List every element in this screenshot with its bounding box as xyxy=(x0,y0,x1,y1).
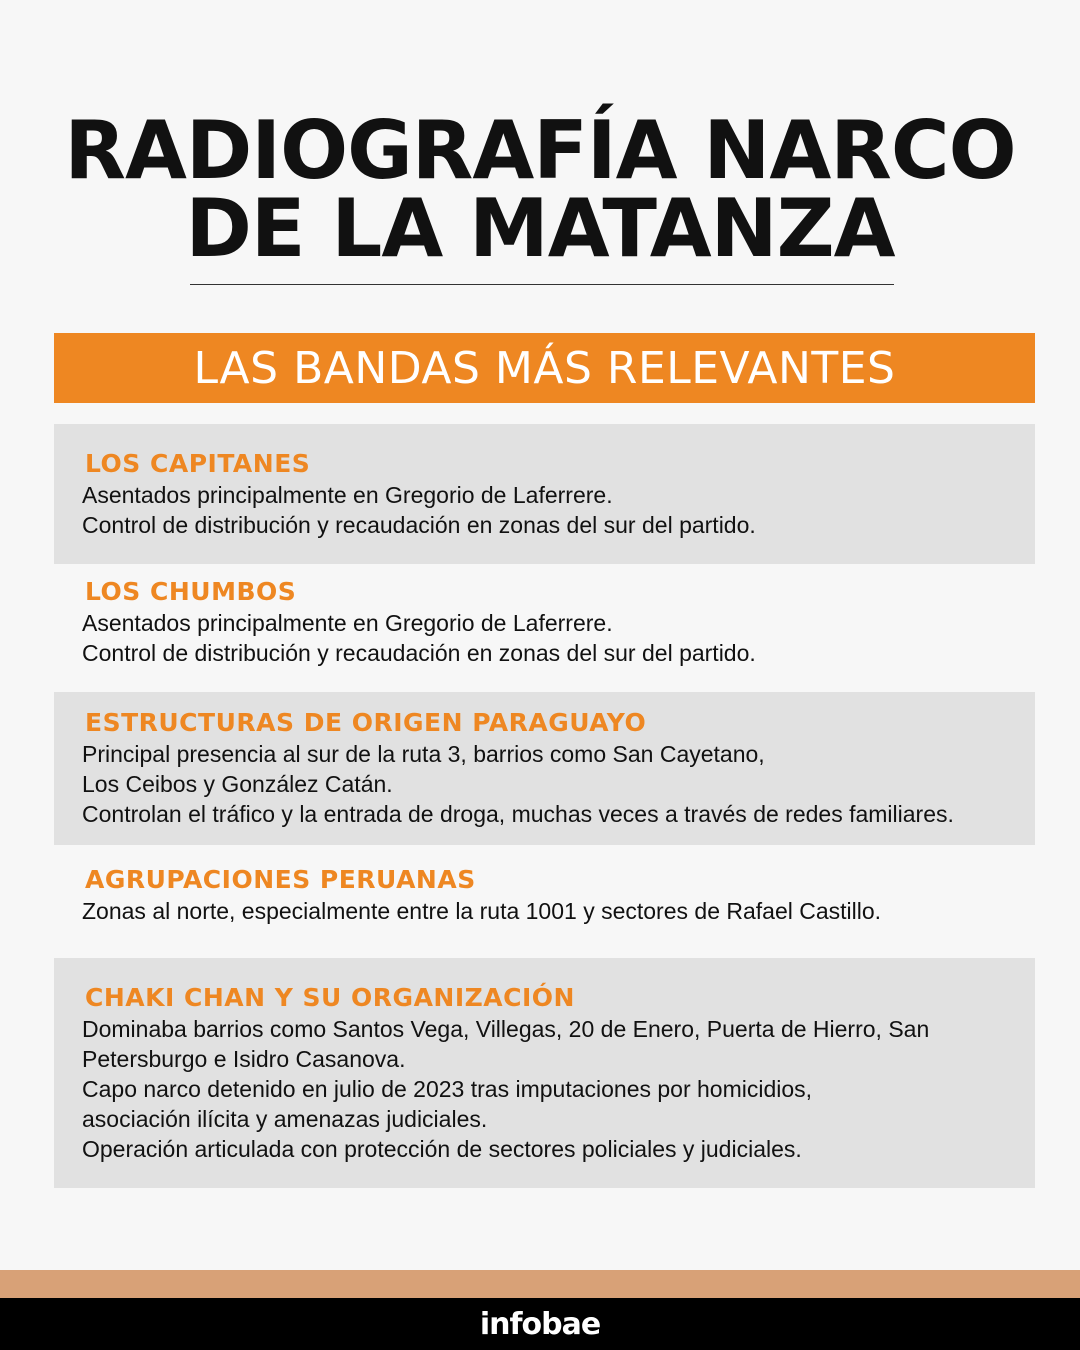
title-divider xyxy=(190,284,894,285)
band-text-line: Petersburgo e Isidro Casanova. xyxy=(82,1046,406,1072)
band-card-los-capitanes xyxy=(54,424,1035,564)
band-text-line: Asentados principalmente en Gregorio de Laferrere. xyxy=(82,482,613,508)
band-text-line: Los Ceibos y González Catán. xyxy=(82,771,393,797)
title-line-2: DE LA MATANZA xyxy=(185,182,895,275)
band-title: ESTRUCTURAS DE ORIGEN PARAGUAYO xyxy=(85,708,647,737)
band-text-line: Zonas al norte, especialmente entre la ruta 1001 y sectores de Rafael Castillo. xyxy=(82,898,882,924)
band-card-agrupaciones-peruanas xyxy=(54,845,1035,958)
band-text-line: asociación ilícita y amenazas judiciales. xyxy=(82,1106,488,1132)
band-text-line: Control de distribución y recaudación en zonas del sur del partido. xyxy=(82,512,756,538)
band-card-los-chumbos xyxy=(54,564,1035,692)
page-title xyxy=(0,104,1080,275)
band-title: LOS CHUMBOS xyxy=(85,577,297,606)
band-title: AGRUPACIONES PERUANAS xyxy=(85,865,476,894)
footer-stripe xyxy=(0,1270,1080,1298)
band-card-estructuras-paraguayas xyxy=(54,692,1035,845)
band-text-line: Asentados principalmente en Gregorio de Laferrere. xyxy=(82,610,613,636)
band-title: LOS CAPITANES xyxy=(85,449,311,478)
section-banner xyxy=(54,333,1035,403)
band-text-line: Principal presencia al sur de la ruta 3, barrios como San Cayetano, xyxy=(82,741,765,767)
band-text-line: Dominaba barrios como Santos Vega, Villegas, 20 de Enero, Puerta de Hierro, San xyxy=(82,1016,930,1042)
infobae-logo: infobae xyxy=(479,1306,601,1342)
band-text-line: Operación articulada con protección de sectores policiales y judiciales. xyxy=(82,1136,802,1162)
band-text-line: Control de distribución y recaudación en zonas del sur del partido. xyxy=(82,640,756,666)
band-title: CHAKI CHAN Y SU ORGANIZACIÓN xyxy=(85,983,575,1012)
band-text-line: Capo narco detenido en julio de 2023 tras imputaciones por homicidios, xyxy=(82,1076,813,1102)
band-text-line: Controlan el tráfico y la entrada de droga, muchas veces a través de redes familiares. xyxy=(82,801,954,827)
title-line-1: RADIOGRAFÍA NARCO xyxy=(64,104,1016,197)
section-banner-text: LAS BANDAS MÁS RELEVANTES xyxy=(193,342,896,394)
band-card-chaki-chan xyxy=(54,958,1035,1188)
footer-bar xyxy=(0,1298,1080,1350)
